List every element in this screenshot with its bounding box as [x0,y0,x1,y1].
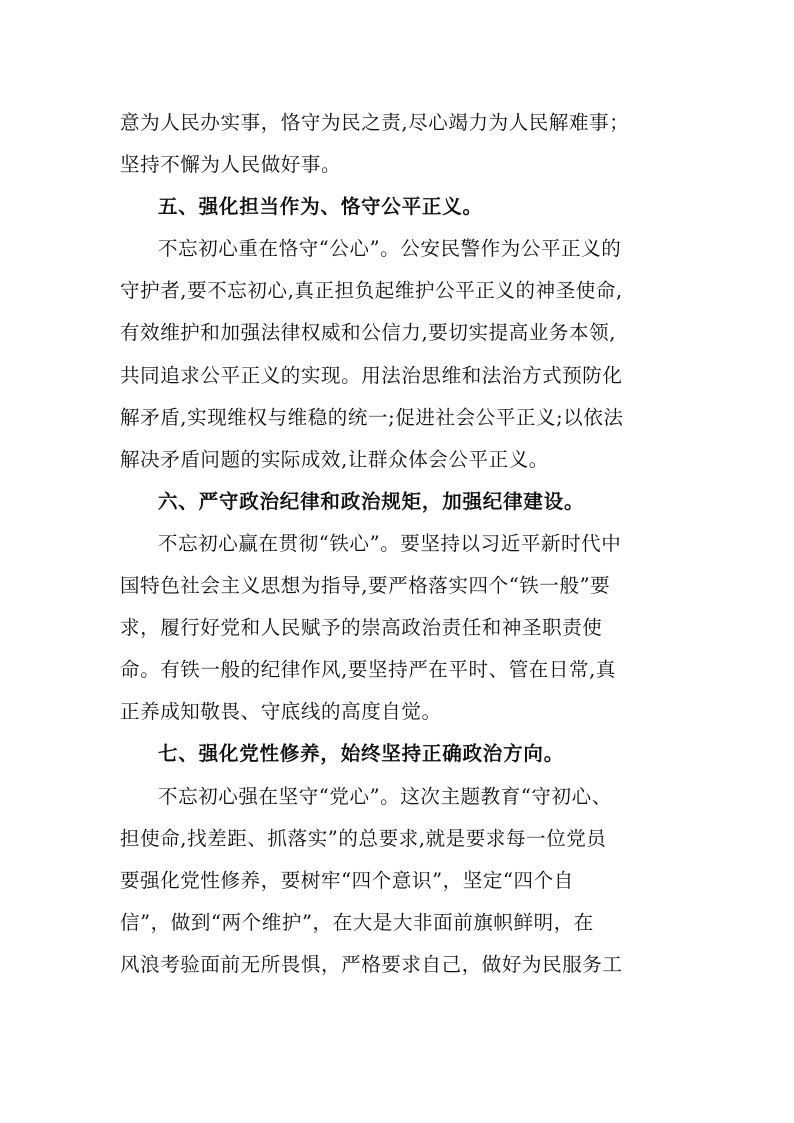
text-line: 国特色社会主义思想为指导,要严格落实四个“铁一般”要 [120,574,611,598]
text-line: 信”，做到“两个维护”，在大是大非面前旗帜鲜明，在 [120,910,594,934]
text-line: 要强化党性修养，要树牢“四个意识”，坚定“四个自 [120,868,574,892]
section-heading-6: 六、严守政治纪律和政治规矩，加强纪律建设。 [158,489,585,513]
text-line: 意为人民办实事，恪守为民之责,尽心竭力为人民解难事； [120,111,630,134]
section-heading-7: 七、强化党性修养，始终坚持正确政治方向。 [158,742,565,766]
text-line: 解决矛盾问题的实际成效,让群众体会公平正义。 [120,447,549,471]
paragraph-first-line: 不忘初心重在恪守“公心”。公安民警作为公平正义的 [158,237,622,261]
text-line: 求，履行好党和人民赋予的崇高政治责任和神圣职责使 [120,616,603,640]
text-line: 解矛盾,实现维权与维稳的统一;促进社会公平正义;以依法 [120,405,624,429]
text-line: 有效维护和加强法律权威和公信力,要切实提高业务本领, [120,321,616,345]
text-line: 命。有铁一般的纪律作风,要坚持严在平时、管在日常,真 [120,658,616,682]
text-line: 正养成知敬畏、守底线的高度自觉。 [120,700,442,724]
text-line: 坚持不懈为人民做好事。 [120,153,342,177]
paragraph-first-line: 不忘初心强在坚守“党心”。这次主题教育“守初心、 [158,784,612,808]
text-line: 担使命,找差距、抓落实”的总要求,就是要求每一位党员 [120,826,607,850]
text-line: 风浪考验面前无所畏惧，严格要求自己，做好为民服务工 [120,952,623,976]
section-heading-5: 五、强化担当作为、恪守公平正义。 [158,195,483,219]
text-line: 守护者,要不忘初心,真正担负起维护公平正义的神圣使命, [120,279,623,303]
document-body [120,102,680,986]
text-line: 共同追求公平正义的实现。用法治思维和法治方式预防化 [120,363,623,387]
paragraph-first-line: 不忘初心赢在贯彻“铁心”。要坚持以习近平新时代中 [158,531,622,555]
